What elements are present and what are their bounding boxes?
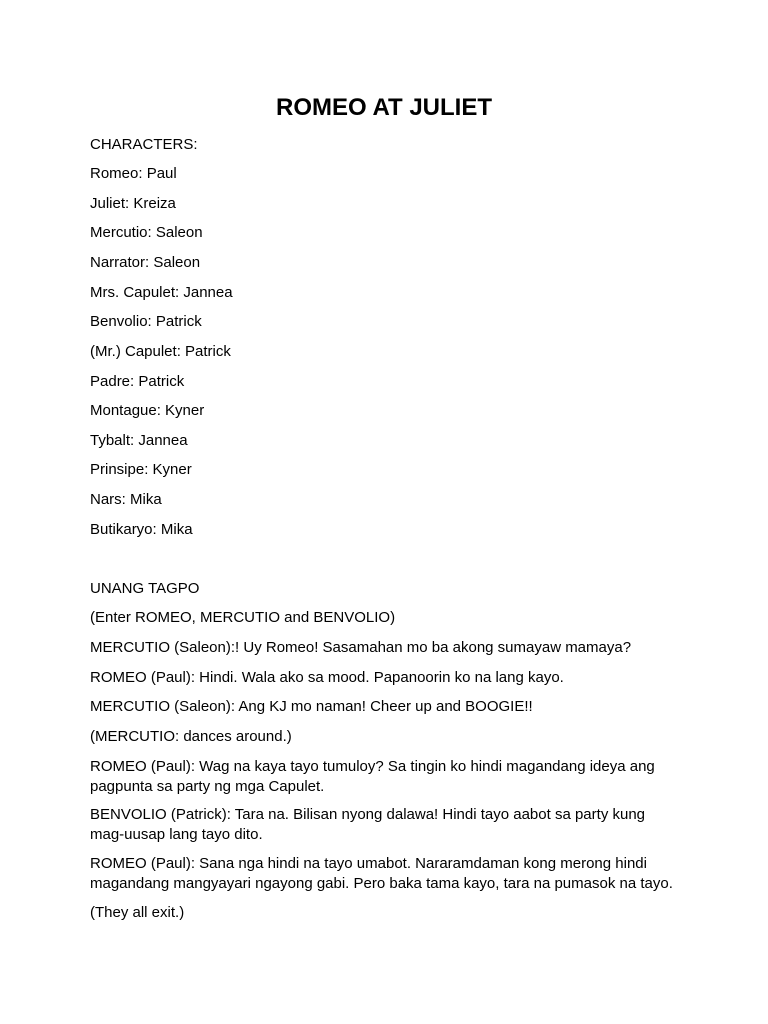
stage-direction: (Enter ROMEO, MERCUTIO and BENVOLIO) [90, 609, 396, 626]
dialogue-line: MERCUTIO (Saleon):! Uy Romeo! Sasamahan mo ba akong sumayaw mamaya? [90, 639, 632, 656]
dialogue-line: MERCUTIO (Saleon): Ang KJ mo naman! Cheer up and BOOGIE!! [90, 698, 533, 715]
character-entry-benvolio: Benvolio: Patrick [90, 313, 202, 330]
characters-heading: CHARACTERS: [90, 136, 198, 153]
dialogue-line: ROMEO (Paul): Hindi. Wala ako sa mood. Papanoorin ko na lang kayo. [90, 669, 564, 686]
character-entry-padre: Padre: Patrick [90, 373, 185, 390]
dialogue-line: ROMEO (Paul): Sana nga hindi na tayo umabot. Nararamdaman kong merong hindi magandang mangyayari ngayong gabi. Pero baka tama kayo, tara na pumasok na tayo. [90, 855, 673, 892]
document-title: ROMEO AT JULIET [276, 94, 492, 121]
dialogue-line: BENVOLIO (Patrick): Tara na. Bilisan nyong dalawa! Hindi tayo aabot sa party kung mag-uusap lang tayo dito. [90, 806, 646, 843]
character-entry-butikaryo: Butikaryo: Mika [90, 521, 193, 538]
character-entry-prinsipe: Prinsipe: Kyner [90, 461, 192, 478]
character-entry-mrs-capulet: Mrs. Capulet: Jannea [90, 284, 233, 301]
stage-direction: (They all exit.) [90, 904, 185, 921]
character-entry-mr-capulet: (Mr.) Capulet: Patrick [90, 343, 231, 360]
character-entry-tybalt: Tybalt: Jannea [90, 432, 188, 449]
character-entry-romeo: Romeo: Paul [90, 165, 177, 182]
character-entry-nars: Nars: Mika [90, 491, 162, 508]
dialogue-line: ROMEO (Paul): Wag na kaya tayo tumuloy? Sa tingin ko hindi magandang ideya ang pagpunta sa party ng mga Capulet. [90, 758, 655, 795]
character-entry-montague: Montague: Kyner [90, 402, 205, 419]
character-entry-mercutio: Mercutio: Saleon [90, 224, 203, 241]
character-entry-narrator: Narrator: Saleon [90, 254, 201, 271]
stage-direction: (MERCUTIO: dances around.) [90, 728, 292, 745]
scene-heading: UNANG TAGPO [90, 580, 200, 597]
character-entry-juliet: Juliet: Kreiza [90, 195, 176, 212]
